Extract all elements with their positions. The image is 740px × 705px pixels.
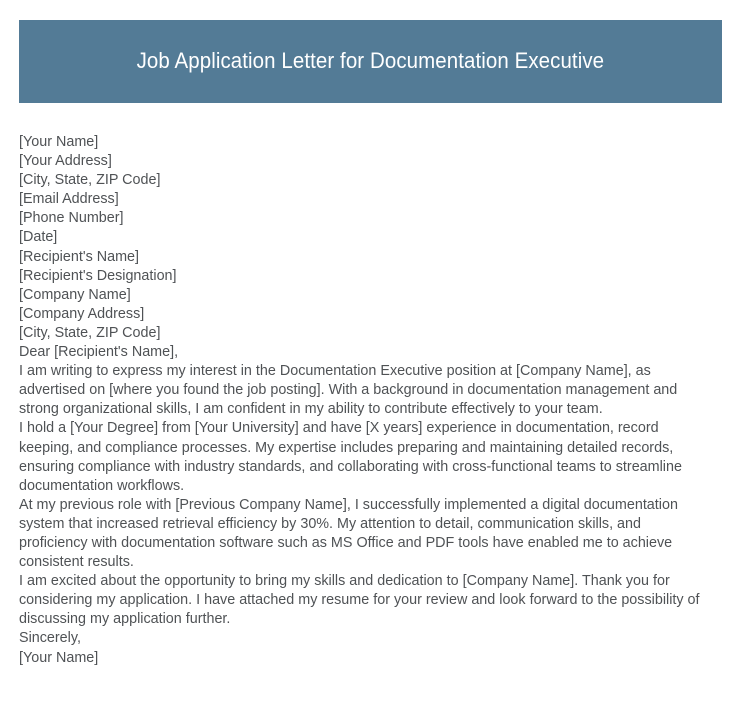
recipient-company-address-line: [Company Address] (19, 305, 145, 322)
sender-email-line: [Email Address] (19, 191, 119, 208)
signature-name-line: [Your Name] (19, 649, 99, 666)
sender-address-block (19, 133, 725, 228)
recipient-address-block (19, 248, 725, 343)
letter-body (19, 133, 725, 668)
salutation-line: Dear [Recipient's Name], (19, 344, 179, 361)
recipient-company-name-line: [Company Name] (19, 286, 131, 303)
sender-name-line: [Your Name] (19, 134, 99, 150)
sender-phone-line: [Phone Number] (19, 210, 124, 227)
recipient-city-state-zip-line: [City, State, ZIP Code] (19, 324, 161, 341)
date-line: [Date] (19, 229, 58, 246)
document-title: Job Application Letter for Documentation Executive (136, 48, 605, 74)
body-paragraph-4: I am excited about the opportunity to bring my skills and dedication to [Company Name]. Thank you for considering my application. I have attached my resume for your review and look forward to the possibility of discussing my application further. (19, 573, 700, 628)
recipient-name-line: [Recipient's Name] (19, 248, 140, 265)
document-header-banner (19, 20, 722, 103)
sender-city-state-zip-line: [City, State, ZIP Code] (19, 172, 161, 189)
recipient-designation-line: [Recipient's Designation] (19, 267, 177, 284)
closing-line: Sincerely, (19, 630, 81, 647)
sender-address-line: [Your Address] (19, 153, 112, 170)
body-paragraph-2: I hold a [Your Degree] from [Your University] and have [X years] experience in documentation, record keeping, and compliance processes. My expertise includes preparing and maintaining detailed records, ensuring compliance with industry standards, and collaborating with cross-functional teams to streamline documentation workflows. (19, 420, 682, 494)
body-paragraph-3: At my previous role with [Previous Company Name], I successfully implemented a digital documentation system that increased retrieval efficiency by 30%. My attention to detail, communication skills, and proficiency with documentation software such as MS Office and PDF tools have enabled me to achieve consistent results. (19, 496, 678, 571)
body-paragraph-1: I am writing to express my interest in the Documentation Executive position at [Company Name], as advertised on [where you found the job posting]. With a background in documentation management and strong organizational skills, I am confident in my ability to contribute effectively to your team. (19, 363, 678, 418)
